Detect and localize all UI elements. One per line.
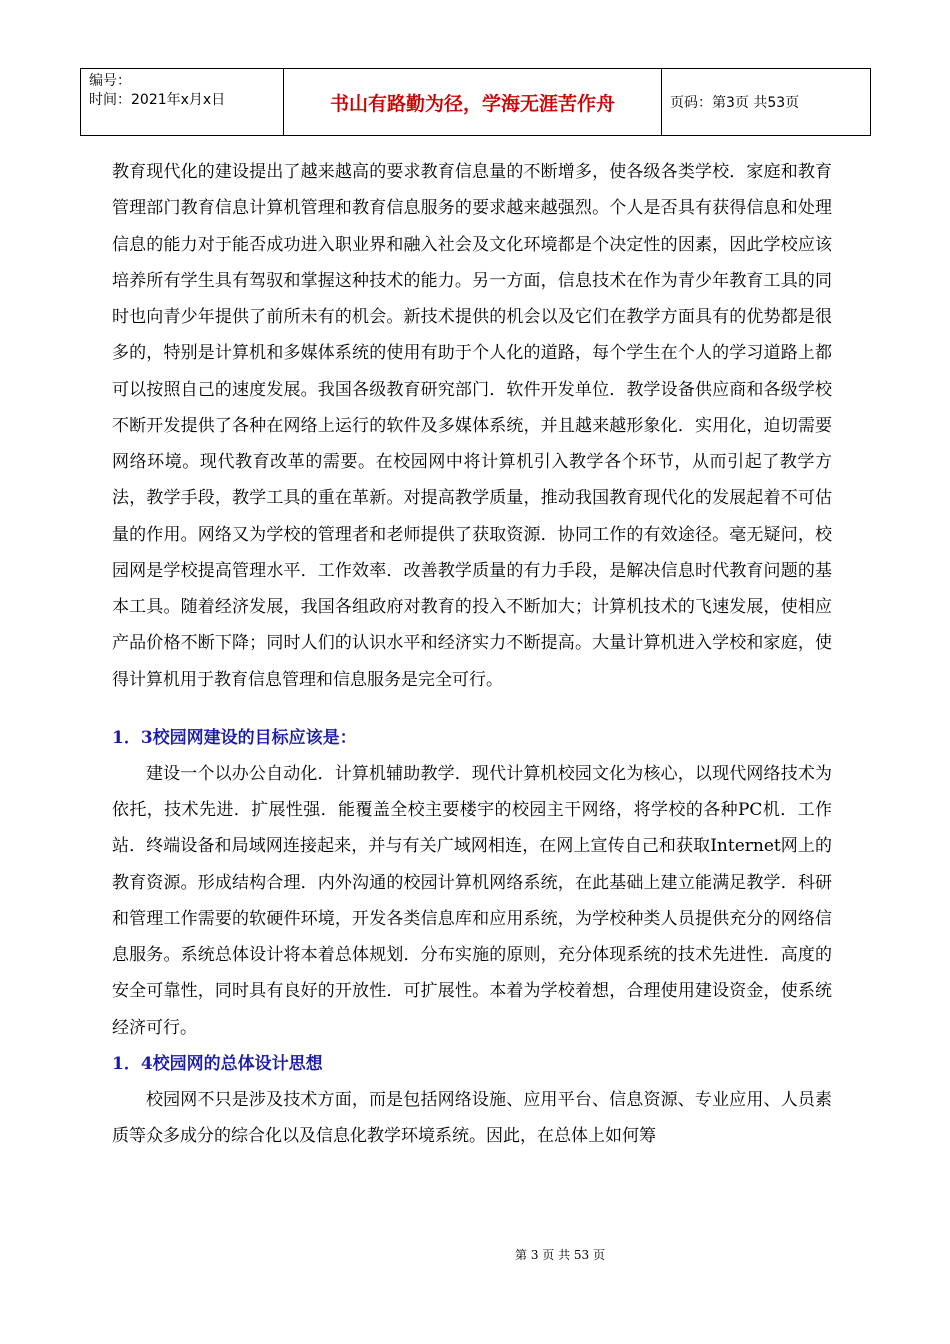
section-heading-1-3: 1．3校园网建设的目标应该是： xyxy=(112,727,357,748)
section-gap xyxy=(112,698,832,720)
document-body xyxy=(112,154,832,1154)
page-footer: 第 3 页 共 53 页 xyxy=(515,1248,605,1262)
paragraph-education-modernization: 教育现代化的建设提出了越来越高的要求教育信息量的不断增多，使各级各类学校．家庭和教育管理部门教育信息计算机管理和教育信息服务的要求越来越强烈。个人是否具有获得信息和处理信息的能力对于能否成功进入职业界和融入社会及文化环境都是个决定性的因素，因此学校应该培养所有学生具有驾驭和掌握这种技术的能力。另一方面，信息技术在作为青少年教育工具的同时也向青少年提供了前所未有的机会。新技术提供的机会以及它们在教学方面具有的优势都是很多的，特别是计算机和多媒体系统的使用有助于个人化的道路，每个学生在个人的学习道路上都可以按照自己的速度发展。我国各级教育研究部门．软件开发单位．教学设备供应商和各级学校不断开发提供了各种在网络上运行的软件及多媒体系统，并且越来越形象化．实用化，迫切需要网络环境。现代教育改革的需要。在校园网中将计算机引入教学各个环节，从而引起了教学方法，教学手段，教学工具的重在革新。对提高教学质量，推动我国教育现代化的发展起着不可估量的作用。网络又为学校的管理者和老师提供了获取资源．协同工作的有效途径。毫无疑问，校园网是学校提高管理水平．工作效率．改善教学质量的有力手段，是解决信息时代教育问题的基本工具。随着经济发展，我国各组政府对教育的投入不断加大；计算机技术的飞速发展，使相应产品价格不断下降；同时人们的认识水平和经济实力不断提高。大量计算机进入学校和家庭，使得计算机用于教育信息管理和信息服务是完全可行。 xyxy=(112,162,832,690)
header-meta-cell xyxy=(81,69,284,135)
paragraph-overall-design: 校园网不只是涉及技术方面，而是包括网络设施、应用平台、信息资源、专业应用、人员素质等众多成分的综合化以及信息化教学环境系统。因此，在总体上如何筹 xyxy=(112,1089,832,1146)
paragraph-campus-network-goals: 建设一个以办公自动化．计算机辅助教学．现代计算机校园文化为核心，以现代网络技术为依托，技术先进．扩展性强．能覆盖全校主要楼宇的校园主干网络，将学校的各种PC机．工作站．终端设备和局域网连接起来，并与有关广域网相连，在网上宣传自己和获取Internet网上的教育资源。形成结构合理．内外沟通的校园计算机网络系统，在此基础上建立能满足教学．科研和管理工作需要的软硬件环境，开发各类信息库和应用系统，为学校种类人员提供充分的网络信息服务。系统总体设计将本着总体规划．分布实施的原则，充分体现系统的技术先进性．高度的安全可靠性，同时具有良好的开放性．可扩展性。本着为学校着想，合理使用建设资金，使系统经济可行。 xyxy=(112,763,832,1038)
document-header xyxy=(80,68,871,136)
header-motto: 书山有路勤为径，学海无涯苦作舟 xyxy=(284,69,662,135)
header-page-info: 页码：第3页 共53页 xyxy=(670,95,800,111)
section-heading-1-4: 1．4校园网的总体设计思想 xyxy=(112,1053,323,1074)
serial-number-label: 编号： xyxy=(89,73,131,89)
date-label: 时间：2021年x月x日 xyxy=(89,92,226,108)
